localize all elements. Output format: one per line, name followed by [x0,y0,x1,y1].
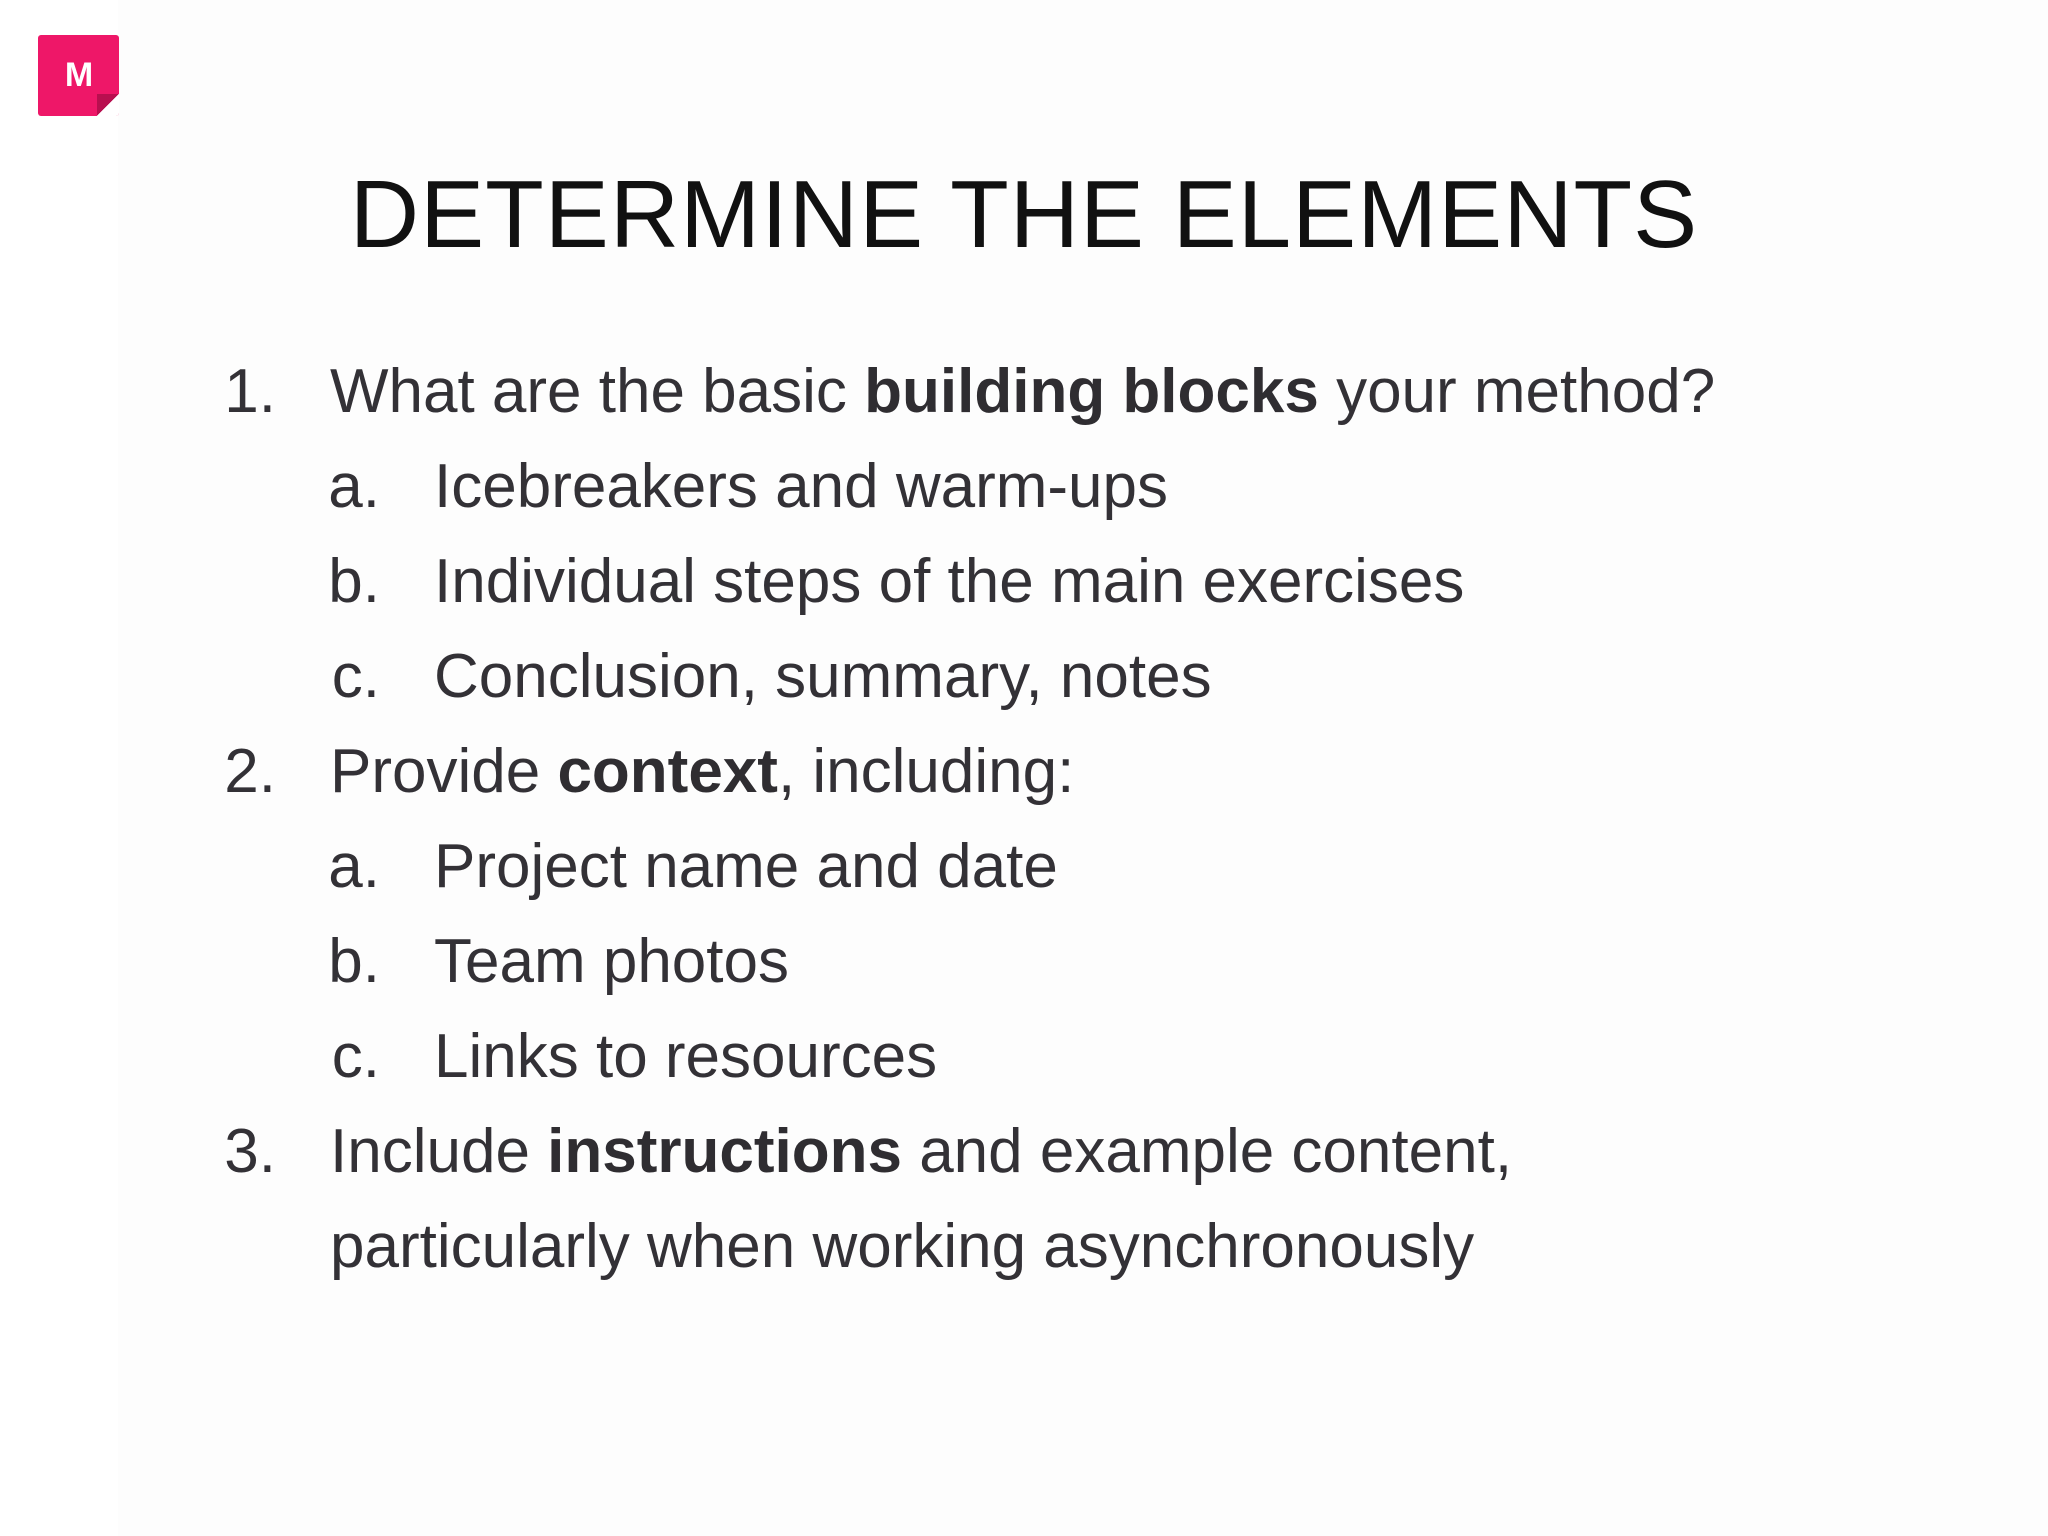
list-subitem-1c-marker: c. [331,642,380,711]
list-subitem-2a-marker: a. [328,832,380,901]
list-subitem-1c-text: Conclusion, summary, notes [434,642,1212,711]
list-item-3-emphasis: instructions [547,1117,902,1186]
list-item-3-continuation-text: particularly when working asynchronously [330,1212,1475,1281]
list-subitem-2b-text: Team photos [434,927,789,996]
list-item-2-text-start: Provide [330,737,558,806]
slide-title: DETERMINE THE ELEMENTS [349,161,1699,268]
list-item-3-marker: 3. [224,1117,276,1186]
list-subitem-1b-marker: b. [328,547,380,616]
list-subitem-1b-text: Individual steps of the main exercises [434,547,1465,616]
list-subitem-2b-marker: b. [328,927,380,996]
list-item-3-text [330,1112,1512,1192]
list-subitem-1a-text: Icebreakers and warm-ups [434,452,1168,521]
list-item-1-text-start: What are the basic [330,357,865,426]
list-item-2-marker: 2. [224,737,276,806]
list-item-1-text [330,352,1715,432]
list-subitem-2c-text: Links to resources [434,1022,938,1091]
list-subitem-1a-marker: a. [328,452,380,521]
list-item-1-emphasis: building blocks [864,357,1319,426]
list-item-3-text-start: Include [330,1117,548,1186]
list-item-3-text-end: and example content, [901,1117,1513,1186]
list-item-1-text-end: your method? [1318,357,1716,426]
list-item-2-text [330,732,1074,812]
brand-logo-letter: M [64,56,93,94]
list-subitem-2a-text: Project name and date [434,832,1058,901]
list-item-2-emphasis: context [557,737,778,806]
list-subitem-2c-marker: c. [331,1022,380,1091]
list-item-2-text-end: , including: [777,737,1075,806]
list-item-1-marker: 1. [224,357,276,426]
